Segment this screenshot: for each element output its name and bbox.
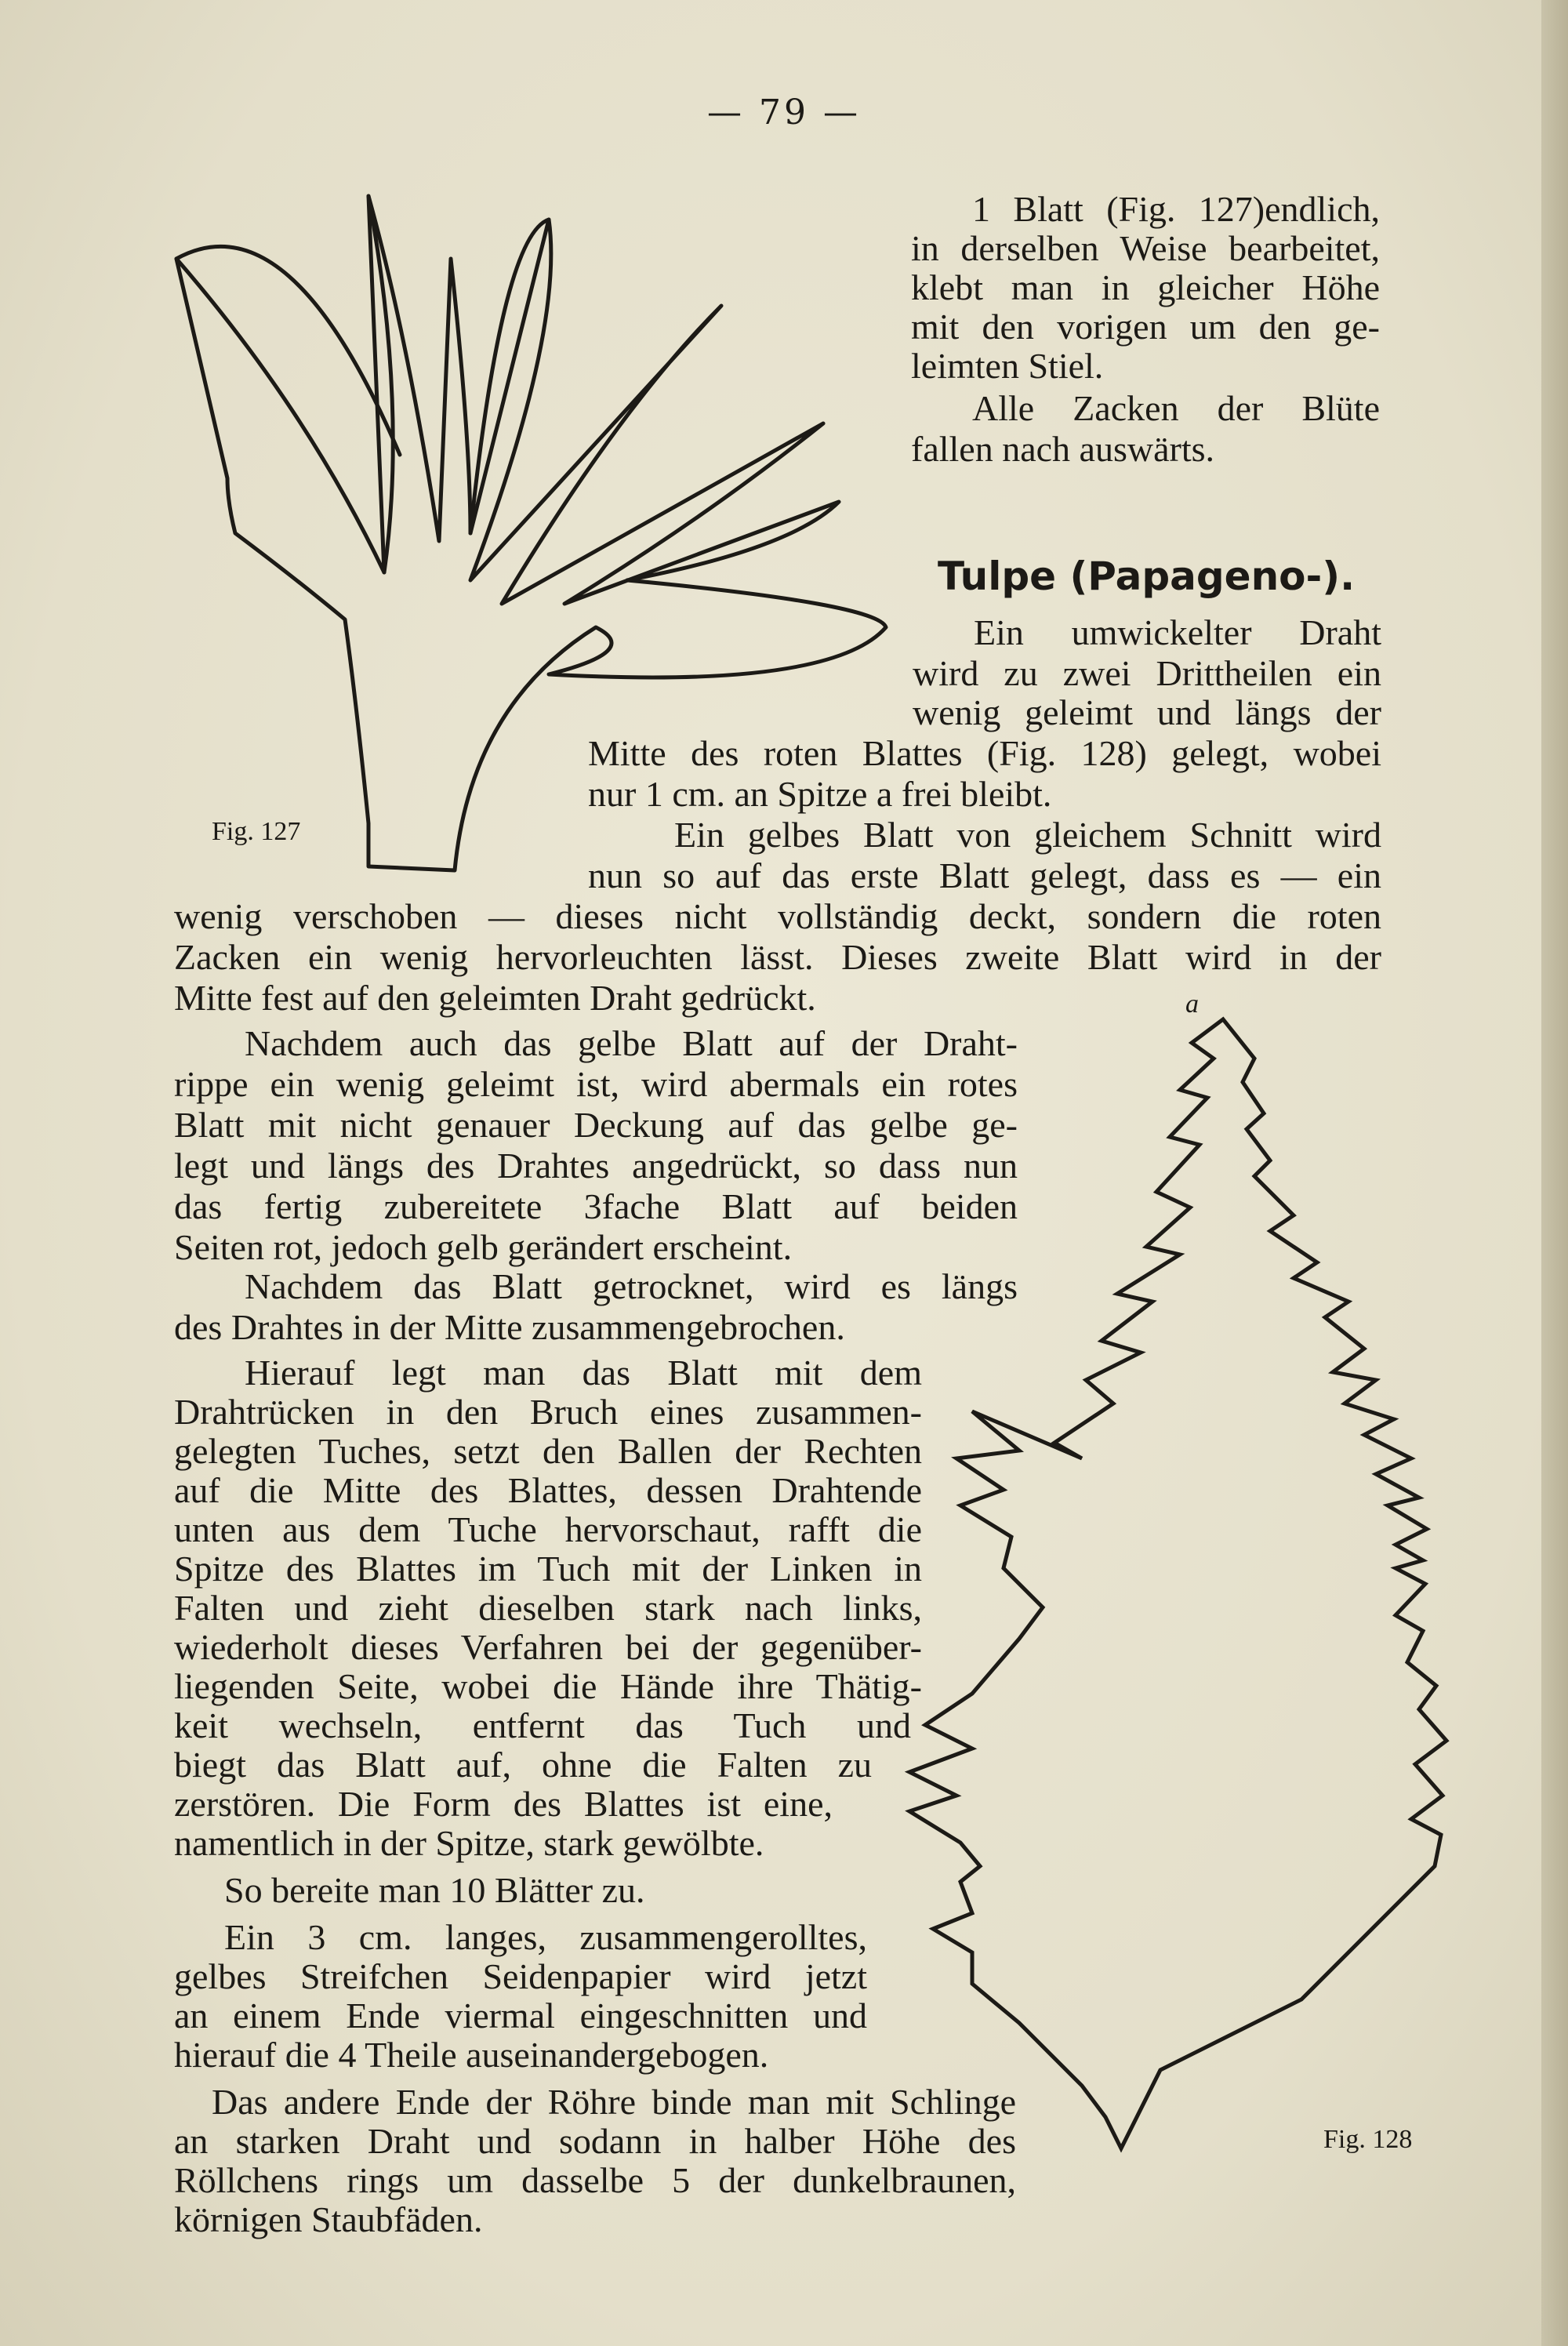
text-line: Mitte des roten Blattes (Fig. 128) gelegt, wobei [588, 733, 1381, 773]
text-line: an einem Ende viermal eingeschnitten und [174, 1996, 867, 2036]
text-line: gelbes Streifchen Seidenpapier wird jetzt [174, 1956, 867, 1996]
text-line: namentlich in der Spitze, stark gewölbte. [174, 1823, 764, 1863]
page-number: — 79 — [707, 93, 861, 133]
text-line: unten aus dem Tuche hervorschaut, rafft die [174, 1509, 922, 1549]
text-line: in derselben Weise bearbeitet, [911, 228, 1380, 268]
text-line: Seiten rot, jedoch gelb gerändert erscheint. [174, 1227, 793, 1267]
text-line: wenig verschoben — dieses nicht vollständig deckt, sondern die roten [174, 896, 1381, 936]
text-line: keit wechseln, entfernt das Tuch und [174, 1705, 911, 1745]
section-heading: Tulpe (Papageno-). [938, 554, 1356, 599]
figure-128-label: a [1185, 990, 1199, 1019]
text-line: Röllchens rings um dasselbe 5 der dunkelbraunen, [174, 2160, 1016, 2200]
figure-128-caption: Fig. 128 [1323, 2125, 1413, 2154]
text-line: Falten und zieht dieselben stark nach links, [174, 1588, 922, 1628]
text-line: Nachdem das Blatt getrocknet, wird es längs [245, 1266, 1018, 1306]
text-line: rippe ein wenig geleimt ist, wird abermals ein rotes [174, 1064, 1018, 1104]
text-line: hierauf die 4 Theile auseinandergebogen. [174, 2035, 769, 2075]
text-line: wiederholt dieses Verfahren bei der gegenüber- [174, 1627, 922, 1667]
text-line: legt und längs des Drahtes angedrückt, so dass nun [174, 1146, 1018, 1186]
text-line: Ein umwickelter Draht [974, 612, 1381, 652]
text-line: gelegten Tuches, setzt den Ballen der Rechten [174, 1431, 922, 1471]
text-line: klebt man in gleicher Höhe [911, 267, 1380, 307]
text-line: Ein gelbes Blatt von gleichem Schnitt wird [674, 815, 1381, 855]
text-line: So bereite man 10 Blätter zu. [224, 1870, 645, 1910]
text-line: mit den vorigen um den ge- [911, 307, 1380, 347]
text-line: 1 Blatt (Fig. 127)endlich, [972, 189, 1380, 229]
text-line: nur 1 cm. an Spitze a frei bleibt. [588, 774, 1052, 814]
text-line: wenig geleimt und längs der [913, 692, 1381, 732]
text-line: Nachdem auch das gelbe Blatt auf der Draht- [245, 1023, 1018, 1063]
text-line: liegenden Seite, wobei die Hände ihre Thätig- [174, 1666, 922, 1706]
text-line: Spitze des Blattes im Tuch mit der Linken in [174, 1549, 922, 1589]
text-line: körnigen Staubfäden. [174, 2199, 483, 2239]
text-line: Das andere Ende der Röhre binde man mit Schlinge [212, 2082, 1016, 2122]
text-line: fallen nach auswärts. [911, 429, 1215, 469]
text-line: Zacken ein wenig hervorleuchten lässt. Dieses zweite Blatt wird in der [174, 937, 1381, 977]
text-line: nun so auf das erste Blatt gelegt, dass es — ein [588, 855, 1381, 895]
text-line: Mitte fest auf den geleimten Draht gedrückt. [174, 978, 816, 1018]
text-line: Alle Zacken der Blüte [972, 388, 1380, 428]
text-line: des Drahtes in der Mitte zusammengebrochen. [174, 1307, 845, 1347]
text-line: Hierauf legt man das Blatt mit dem [245, 1353, 922, 1393]
text-line: Drahtrücken in den Bruch eines zusammen- [174, 1392, 922, 1432]
text-line: das fertig zubereitete 3fache Blatt auf beiden [174, 1186, 1018, 1226]
text-line: Blatt mit nicht genauer Deckung auf das gelbe ge- [174, 1105, 1018, 1145]
text-line: zerstören. Die Form des Blattes ist eine, [174, 1784, 833, 1824]
figure-127-caption: Fig. 127 [212, 817, 301, 846]
text-line: auf die Mitte des Blattes, dessen Drahtende [174, 1470, 922, 1510]
text-line: leimten Stiel. [911, 346, 1104, 386]
text-line: biegt das Blatt auf, ohne die Falten zu [174, 1745, 872, 1785]
text-line: wird zu zwei Drittheilen ein [913, 653, 1381, 693]
text-line: Ein 3 cm. langes, zusammengerolltes, [224, 1917, 867, 1957]
text-line: an starken Draht und sodann in halber Höhe des [174, 2121, 1016, 2161]
